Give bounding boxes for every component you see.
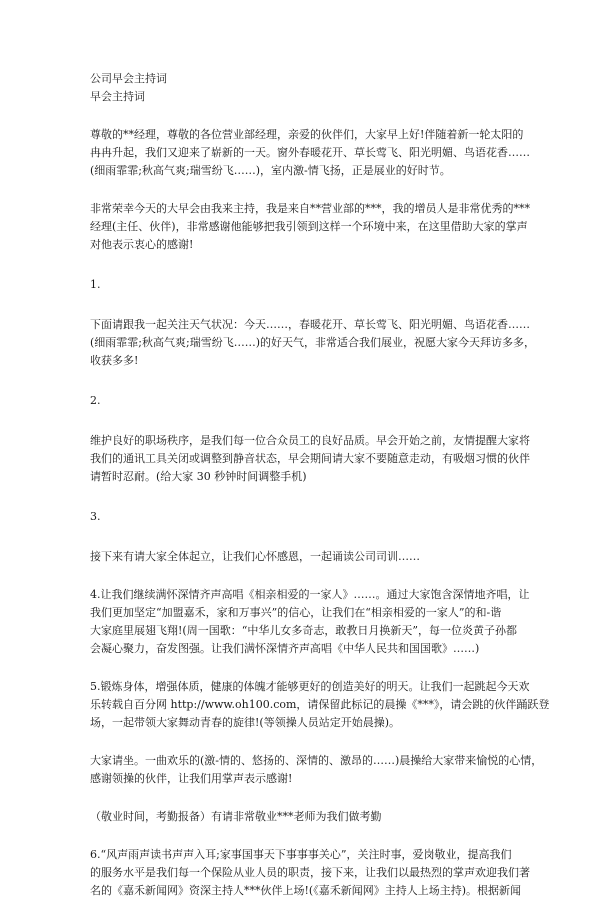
text-line: 大家庭里展翅飞翔!(周一国歌：“中华儿女多奇志，敢教日月换新天”，每一位炎黄子孙都	[90, 624, 517, 637]
section-number: 3.	[90, 510, 101, 523]
text-line: 名的《嘉禾新闻网》资深主持人***伙伴上场!(《嘉禾新闻网》主持人上场主持)。根据新闻	[90, 884, 522, 897]
text-line: 6.“风声雨声读书声声入耳;家事国事天下事事事关心”，关注时事，爱岗敬业，提高我们	[90, 848, 512, 861]
text-line: 我们更加坚定“加盟嘉禾，家和万事兴”的信心，让我们在“相亲相爱的一家人”的和-谐	[90, 606, 502, 619]
section-number: 2.	[90, 394, 101, 407]
section-number: 1.	[90, 278, 101, 291]
paragraph-thanks	[90, 752, 543, 788]
document-title: 公司早会主持词	[90, 72, 167, 85]
text-line: 请暂时忍耐。(给大家 30 秒钟时间调整手机)	[90, 470, 307, 483]
text-line: 4.让我们继续满怀深情齐声高唱《相亲相爱的一家人》……。通过大家饱含深情地齐唱，让	[90, 588, 530, 601]
text-line: 接下来有请大家全体起立，让我们心怀感恩，一起诵读公司司训……	[90, 550, 420, 563]
document-subtitle: 早会主持词	[90, 90, 145, 103]
text-line: 大家请坐。一曲欢乐的(激-情的、悠扬的、深情的、激昂的……)晨操给大家带来愉悦的心情，	[90, 754, 543, 767]
text-line: 对他表示衷心的感谢!	[90, 238, 194, 251]
text-line: 经理(主任、伙伴)，非常感谢他能够把我引领到这样一个环境中来，在这里借助大家的掌声	[90, 220, 528, 233]
paragraph-motto	[90, 548, 520, 566]
text-line: 乐转载自百分网 http://www.oh100.com，请保留此标记的晨操《***》，请会跳的伙伴踊跃登	[90, 698, 550, 711]
text-line: 的服务水平是我们每一个保险从业人员的职责，接下来，让我们以最热烈的掌声欢迎我们著	[90, 866, 530, 879]
paragraph-news	[90, 846, 530, 900]
paragraph-song	[90, 586, 530, 658]
text-line: 场，一起带领大家舞动青春的旋律!(等领操人员站定开始晨操)。	[90, 716, 401, 729]
text-line: 会凝心聚力，奋发图强。让我们满怀深情齐声高唱《中华人民共和国国歌》……)	[90, 642, 480, 655]
text-line: 非常荣幸今天的大早会由我来主持，我是来自**营业部的***，我的增员人是非常优秀的***	[90, 202, 530, 215]
paragraph-host-intro	[90, 200, 530, 254]
text-line: 我们的通讯工具关闭或调整到静音状态，早会期间请大家不要随意走动，有吸烟习惯的伙伴	[90, 452, 530, 465]
text-line: 下面请跟我一起关注天气状况：今天……，春暖花开、草长莺飞、阳光明媚、鸟语花香……	[90, 318, 530, 331]
text-line: (细雨霏霏;秋高气爽;瑞雪纷飞……)，室内激-情飞扬，正是展业的好时节。	[90, 164, 451, 177]
paragraph-greeting	[90, 126, 530, 180]
paragraph-weather	[90, 316, 535, 370]
text-line: 收获多多!	[90, 354, 139, 367]
document-page	[90, 70, 550, 900]
text-line: 尊敬的**经理，尊敬的各位营业部经理，亲爱的伙伴们，大家早上好!伴随着新一轮太阳的	[90, 128, 524, 141]
paragraph-order	[90, 432, 530, 486]
text-line: 5.锻炼身体，增强体质，健康的体魄才能够更好的创造美好的明天。让我们一起跳起今天欢	[90, 680, 530, 693]
text-line: 感谢领操的伙伴，让我们用掌声表示感谢!	[90, 772, 293, 785]
text-line: 冉冉升起，我们又迎来了崭新的一天。窗外春暖花开、草长莺飞、阳光明媚、鸟语花香……	[90, 146, 530, 159]
paragraph-exercise	[90, 678, 550, 732]
paragraph-attendance	[90, 808, 520, 826]
text-line: （敬业时间，考勤报备）有请非常敬业***老师为我们做考勤	[90, 810, 382, 823]
text-line: (细雨霏霏;秋高气爽;瑞雪纷飞……)的好天气，非常适合我们展业，祝愿大家今天拜访多多，	[90, 336, 535, 349]
text-line: 维护良好的职场秩序，是我们每一位合众员工的良好品质。早会开始之前，友情提醒大家将	[90, 434, 530, 447]
